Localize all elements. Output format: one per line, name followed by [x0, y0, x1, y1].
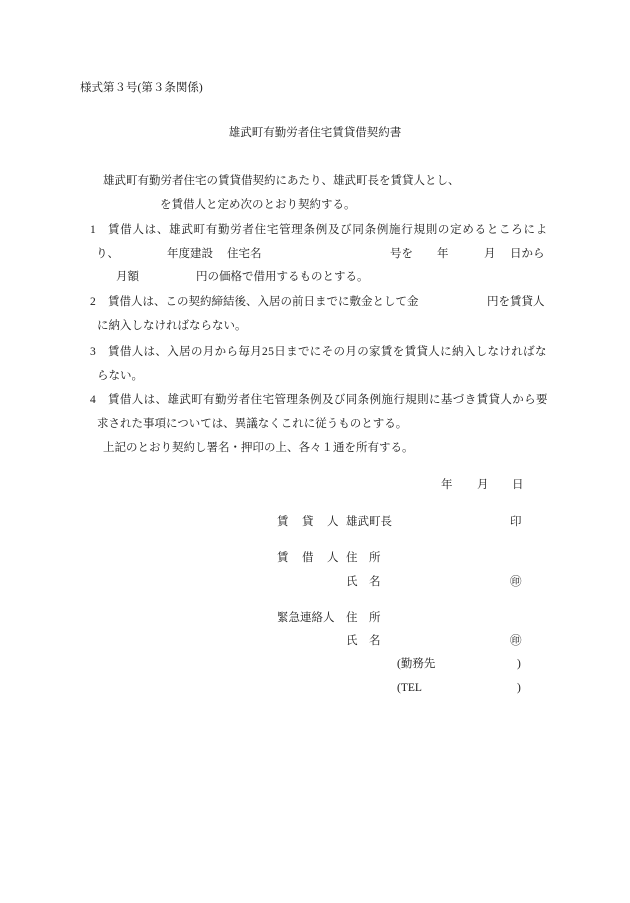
- preamble-line-1: 雄武町有勤労者住宅の賃貸借契約にあたり、雄武町長を賃貸人とし、: [103, 175, 460, 187]
- clause-1-line-1: 賃借人は、雄武町有勤労者住宅管理条例及び同条例施行規則の定めるところによ: [108, 224, 548, 236]
- start-day-label: 日から: [510, 248, 545, 260]
- start-year-label: 年: [437, 248, 449, 260]
- monthly-rent-label: 月額: [116, 271, 139, 283]
- closing-statement: 上記のとおり契約し署名・押印の上、各々１通を所有する。: [103, 442, 414, 454]
- workplace-open: (勤務先: [397, 658, 436, 670]
- lessor-seal: 印: [510, 516, 522, 528]
- clause-2-line-2: に納入しなければならない。: [97, 320, 247, 332]
- workplace-close: ): [517, 658, 521, 670]
- date-month-label: 月: [477, 479, 489, 491]
- lessee-label: 賃 借 人: [277, 552, 340, 564]
- tel-close: ): [517, 682, 521, 694]
- clause-2-line-1: 賃借人は、この契約締結後、入居の前日までに敷金として金: [108, 296, 419, 308]
- date-year-label: 年: [441, 479, 453, 491]
- construction-year-label: 年度建設: [167, 248, 213, 260]
- emergency-seal: ㊞: [510, 635, 522, 647]
- lessee-address-label: 住 所: [346, 552, 381, 564]
- lessor-label: 賃 貸 人: [277, 516, 340, 528]
- emergency-address-label: 住 所: [346, 612, 381, 624]
- emergency-name-label: 氏 名: [346, 635, 381, 647]
- unit-number-label: 号を: [390, 248, 413, 260]
- clause-4-line-1: 賃借人は、雄武町有勤労者住宅管理条例及び同条例施行規則に基づき賃貸人から要: [108, 394, 548, 406]
- lessee-name-label: 氏 名: [346, 576, 381, 588]
- clause-2-number: 2: [90, 296, 96, 308]
- clause-3-line-1: 賃借人は、入居の月から毎月25日までにその月の家賃を賃貸人に納入しなければな: [108, 346, 547, 358]
- clause-4-line-2: 求された事項については、異議なくこれに従うものとする。: [97, 418, 408, 430]
- date-day-label: 日: [512, 479, 524, 491]
- preamble-line-2: を賃借人と定め次のとおり契約する。: [160, 199, 356, 211]
- start-month-label: 月: [484, 248, 496, 260]
- clause-1-number: 1: [90, 224, 96, 236]
- monthly-rent-text: 円の価格で借用するものとする。: [196, 271, 369, 283]
- emergency-contact-label: 緊急連絡人: [277, 612, 335, 624]
- form-number: 様式第３号(第３条関係): [80, 82, 203, 94]
- clause-1-line-2-start: り、: [96, 248, 119, 260]
- clause-2-line-1-end: 円を賃貸人: [487, 296, 545, 308]
- lessor-name: 雄武町長: [346, 516, 392, 528]
- housing-name-label: 住宅名: [227, 248, 262, 260]
- tel-open: (TEL: [397, 682, 422, 694]
- clause-4-number: 4: [90, 394, 96, 406]
- clause-3-number: 3: [90, 346, 96, 358]
- lessee-seal: ㊞: [510, 576, 522, 588]
- clause-3-line-2: らない。: [97, 370, 143, 382]
- document-title: 雄武町有勤労者住宅賃貸借契約書: [228, 127, 402, 139]
